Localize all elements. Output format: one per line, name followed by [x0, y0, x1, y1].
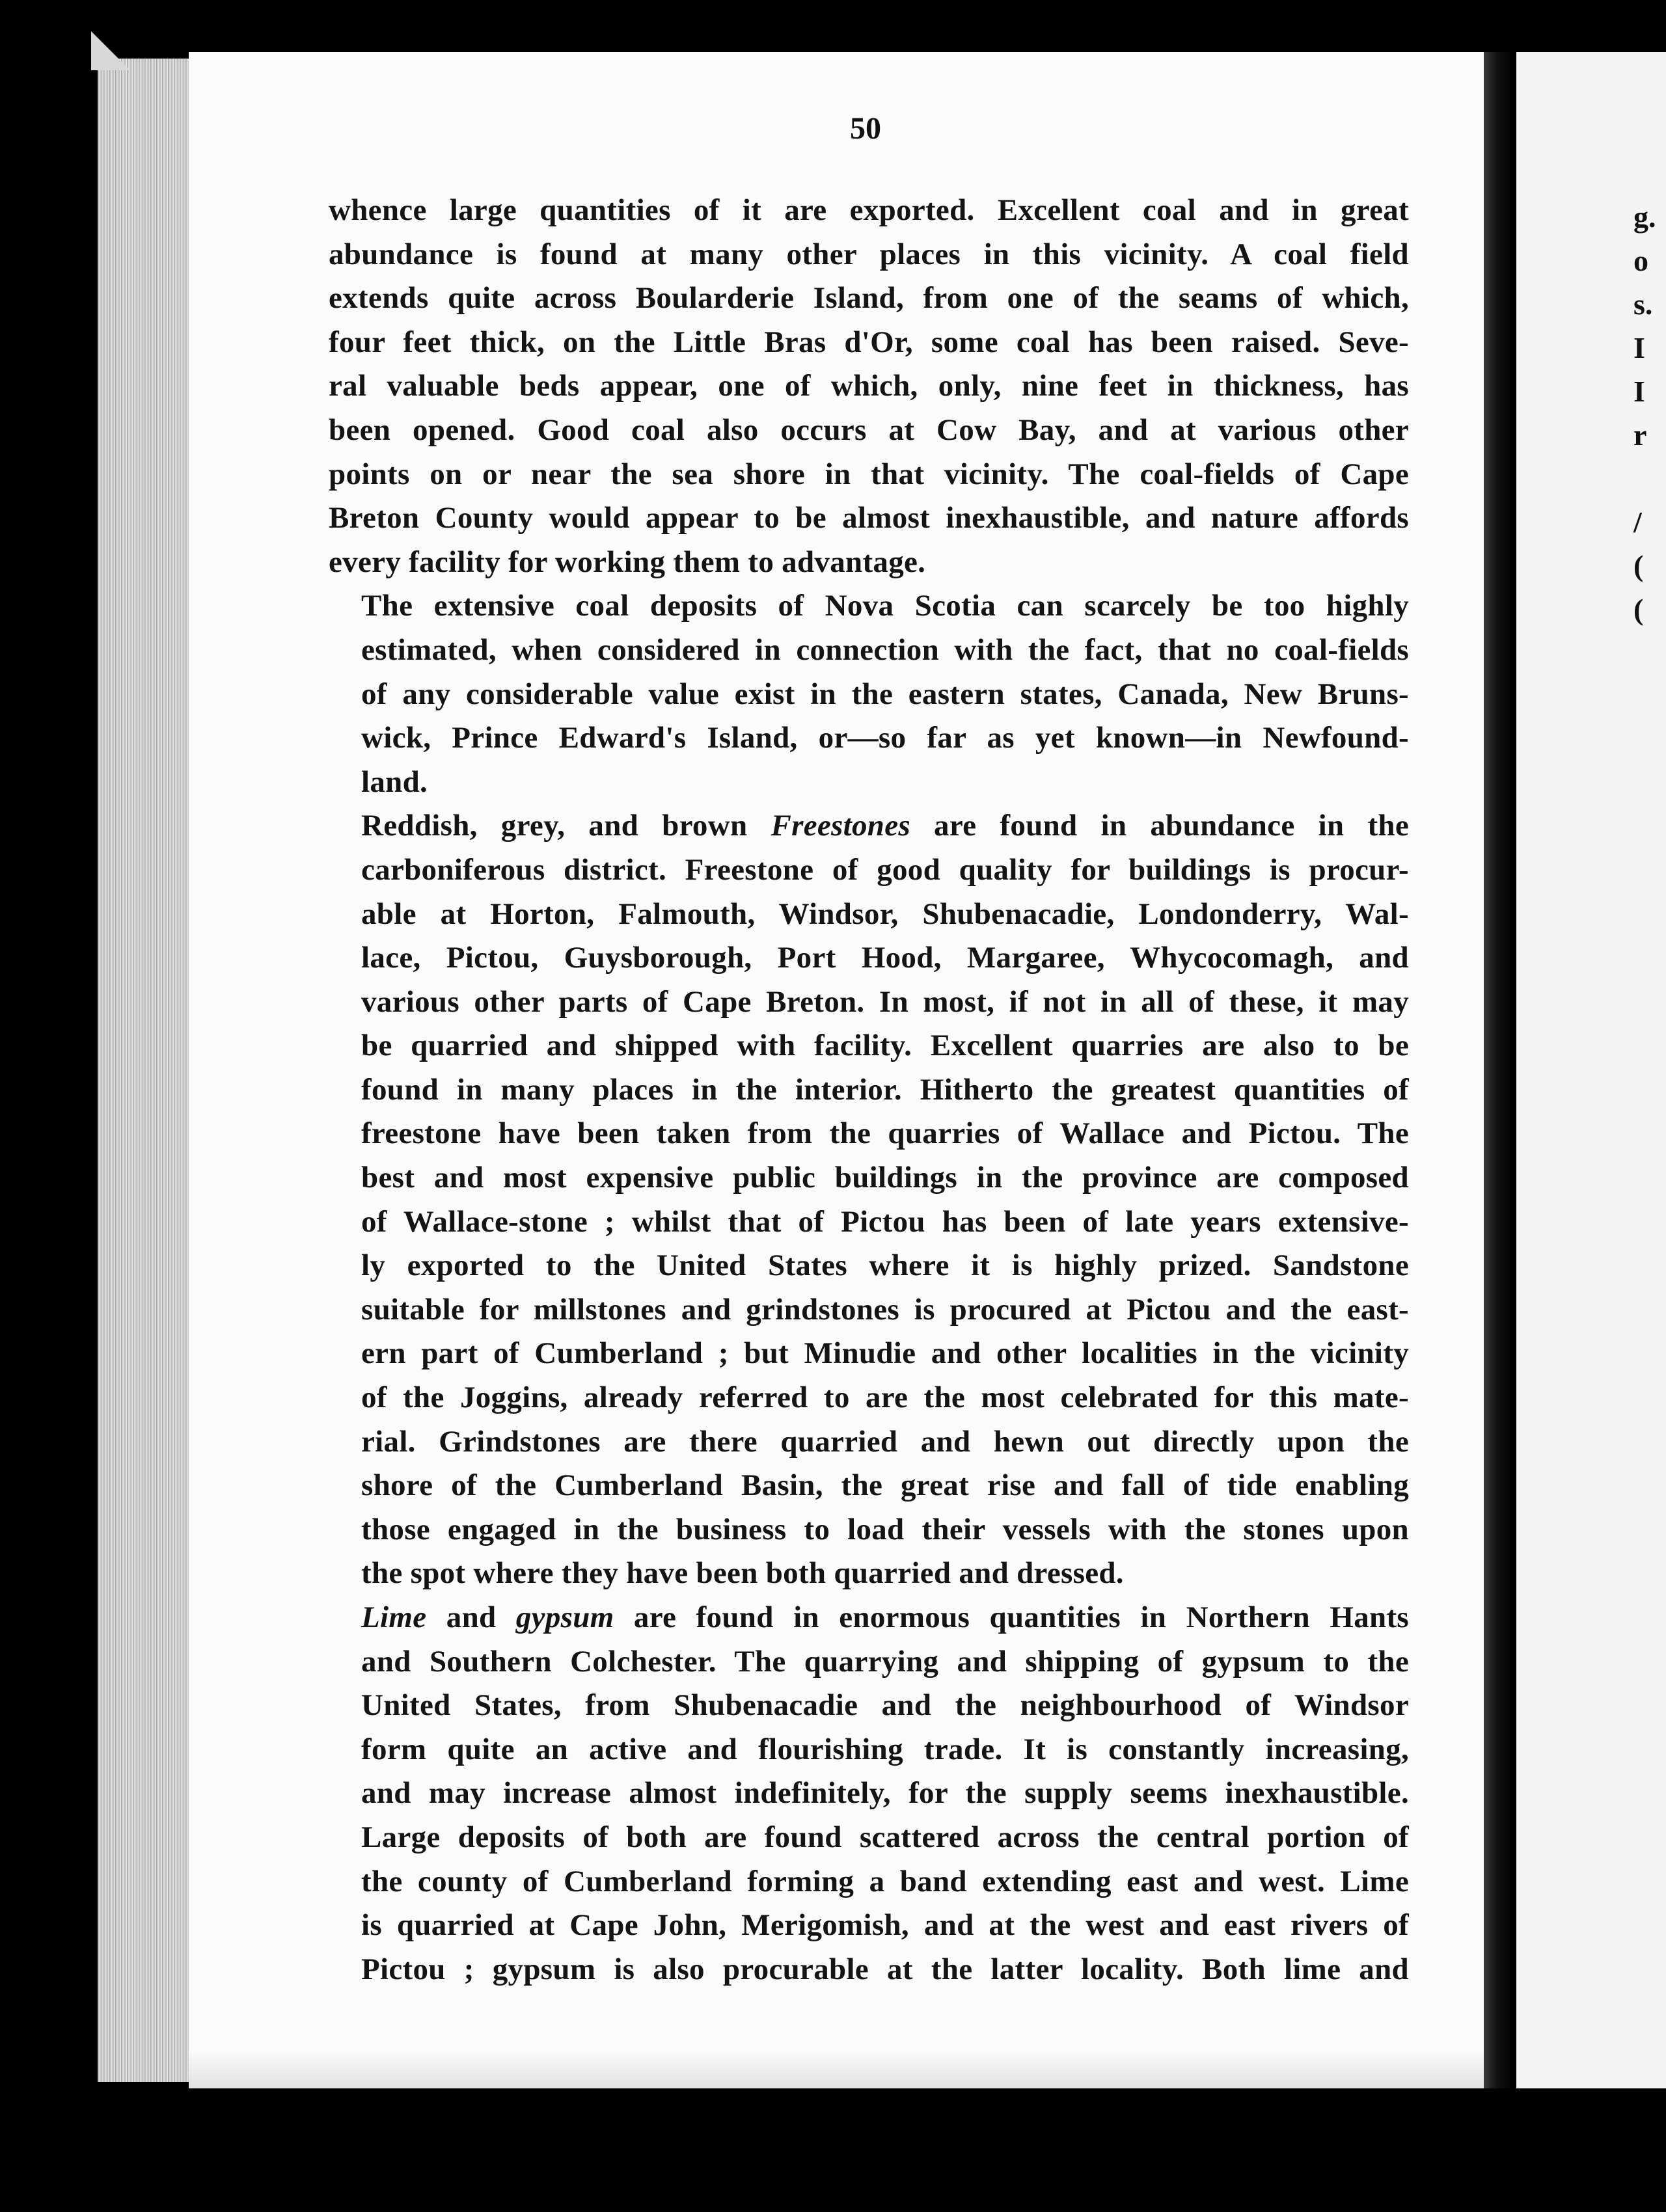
- text-line: land.: [361, 764, 428, 799]
- text-line: wick, Prince Edward's Island, or—so far as yet known—in Newfound-: [361, 721, 1409, 755]
- text-line: been opened. Good coal also occurs at Cow Bay, and at various other: [329, 412, 1409, 447]
- text-line: of Wallace-stone ; whilst that of Pictou has been of late years extensive-: [361, 1204, 1409, 1239]
- text-line: the county of Cumberland forming a band extending east and west. Lime: [361, 1864, 1409, 1898]
- text-fragment: are found in enormous quantities in Northern Hants: [614, 1600, 1409, 1634]
- text-line: found in many places in the interior. Hitherto the greatest quantities of: [361, 1072, 1409, 1107]
- text-line: extends quite across Boularderie Island, from one of the seams of which,: [329, 281, 1409, 316]
- facing-fragment: /: [1633, 506, 1642, 539]
- page-bottom-shadow: [189, 2049, 1484, 2088]
- facing-fragment: I: [1633, 331, 1645, 364]
- facing-fragment: I: [1633, 375, 1645, 408]
- text-line: Pictou ; gypsum is also procurable at the latter locality. Both lime and: [361, 1952, 1409, 1986]
- facing-fragment: (: [1633, 549, 1644, 582]
- text-line: suitable for millstones and grindstones is procured at Pictou and the east-: [361, 1292, 1409, 1327]
- emphasis-gypsum: gypsum: [515, 1600, 614, 1634]
- facing-fragment: (: [1633, 593, 1644, 626]
- text-line: rial. Grindstones are there quarried and hewn out directly upon the: [361, 1424, 1409, 1459]
- text-line: ral valuable beds appear, one of which, only, nine feet in thickness, has: [329, 369, 1409, 403]
- facing-fragment: [1633, 457, 1666, 500]
- text-line: of the Joggins, already referred to are the most celebrated for this mate-: [361, 1381, 1409, 1415]
- text-line: Large deposits of both are found scattered across the central portion of: [361, 1820, 1409, 1854]
- text-line: [329, 804, 1409, 848]
- emphasis-freestones: Freestones: [771, 809, 910, 843]
- text-line: able at Horton, Falmouth, Windsor, Shubenacadie, Londonderry, Wal-: [361, 897, 1409, 931]
- text-line: whence large quantities of it are exported. Excellent coal and in great: [329, 193, 1409, 227]
- paragraph-coal-cape-breton: [329, 189, 1409, 584]
- text-line: abundance is found at many other places in this vicinity. A coal field: [329, 237, 1409, 271]
- facing-fragment: s.: [1633, 288, 1653, 321]
- text-line: and Southern Colchester. The quarrying and shipping of gypsum to the: [361, 1644, 1409, 1679]
- page-number: 50: [850, 111, 881, 146]
- paragraph-lime-gypsum: [329, 1596, 1409, 1991]
- facing-fragment: r: [1633, 418, 1647, 452]
- text-line: United States, from Shubenacadie and the neighbourhood of Windsor: [361, 1688, 1409, 1723]
- folded-page-corner: [91, 31, 130, 70]
- text-fragment: Reddish, grey, and brown: [361, 809, 771, 843]
- facing-page-fragments: [1633, 195, 1666, 631]
- text-line: points on or near the sea shore in that vicinity. The coal-fields of Cape: [329, 457, 1409, 491]
- book-gutter: [1484, 52, 1510, 2088]
- text-line: shore of the Cumberland Basin, the great rise and fall of tide enabling: [361, 1468, 1409, 1503]
- text-line: [329, 1596, 1409, 1640]
- text-line: and may increase almost indefinitely, for the supply seems inexhaustible.: [361, 1776, 1409, 1811]
- page-body-text: [329, 189, 1409, 1991]
- text-line: be quarried and shipped with facility. Excellent quarries are also to be: [361, 1029, 1409, 1063]
- book-page-edges: [98, 59, 189, 2082]
- text-line: freestone have been taken from the quarries of Wallace and Pictou. The: [361, 1116, 1409, 1151]
- text-line: every facility for working them to advantage.: [329, 545, 926, 579]
- facing-page: [1516, 52, 1666, 2088]
- text-line: various other parts of Cape Breton. In most, if not in all of these, it may: [361, 984, 1409, 1019]
- text-line: is quarried at Cape John, Merigomish, and at the west and east rivers of: [361, 1908, 1409, 1943]
- text-line: those engaged in the business to load their vessels with the stones upon: [361, 1512, 1409, 1546]
- text-line: ly exported to the United States where it is highly prized. Sandstone: [361, 1248, 1409, 1283]
- text-line: form quite an active and flourishing trade. It is constantly increasing,: [361, 1732, 1409, 1766]
- text-fragment: are found in abundance in the: [910, 809, 1409, 843]
- text-line: The extensive coal deposits of Nova Scotia can scarcely be too highly: [361, 589, 1409, 623]
- text-line: the spot where they have been both quarried and dressed.: [361, 1556, 1124, 1591]
- text-line: of any considerable value exist in the eastern states, Canada, New Bruns-: [361, 677, 1409, 711]
- text-line: four feet thick, on the Little Bras d'Or, some coal has been raised. Seve-: [329, 325, 1409, 359]
- text-line: lace, Pictou, Guysborough, Port Hood, Margaree, Whycocomagh, and: [361, 941, 1409, 975]
- facing-fragment: g.: [1633, 200, 1656, 234]
- text-fragment: and: [426, 1600, 516, 1634]
- text-line: ern part of Cumberland ; but Minudie and other localities in the vicinity: [361, 1336, 1409, 1371]
- text-line: estimated, when considered in connection with the fact, that no coal-fields: [361, 632, 1409, 667]
- text-line: carboniferous district. Freestone of good quality for buildings is procur-: [361, 852, 1409, 887]
- emphasis-lime: Lime: [361, 1600, 427, 1634]
- facing-fragment: o: [1633, 244, 1648, 277]
- paragraph-freestones: [329, 804, 1409, 1596]
- text-line: Breton County would appear to be almost inexhaustible, and nature affords: [329, 501, 1409, 535]
- paragraph-coal-deposits: [329, 584, 1409, 804]
- text-line: best and most expensive public buildings in the province are composed: [361, 1161, 1409, 1195]
